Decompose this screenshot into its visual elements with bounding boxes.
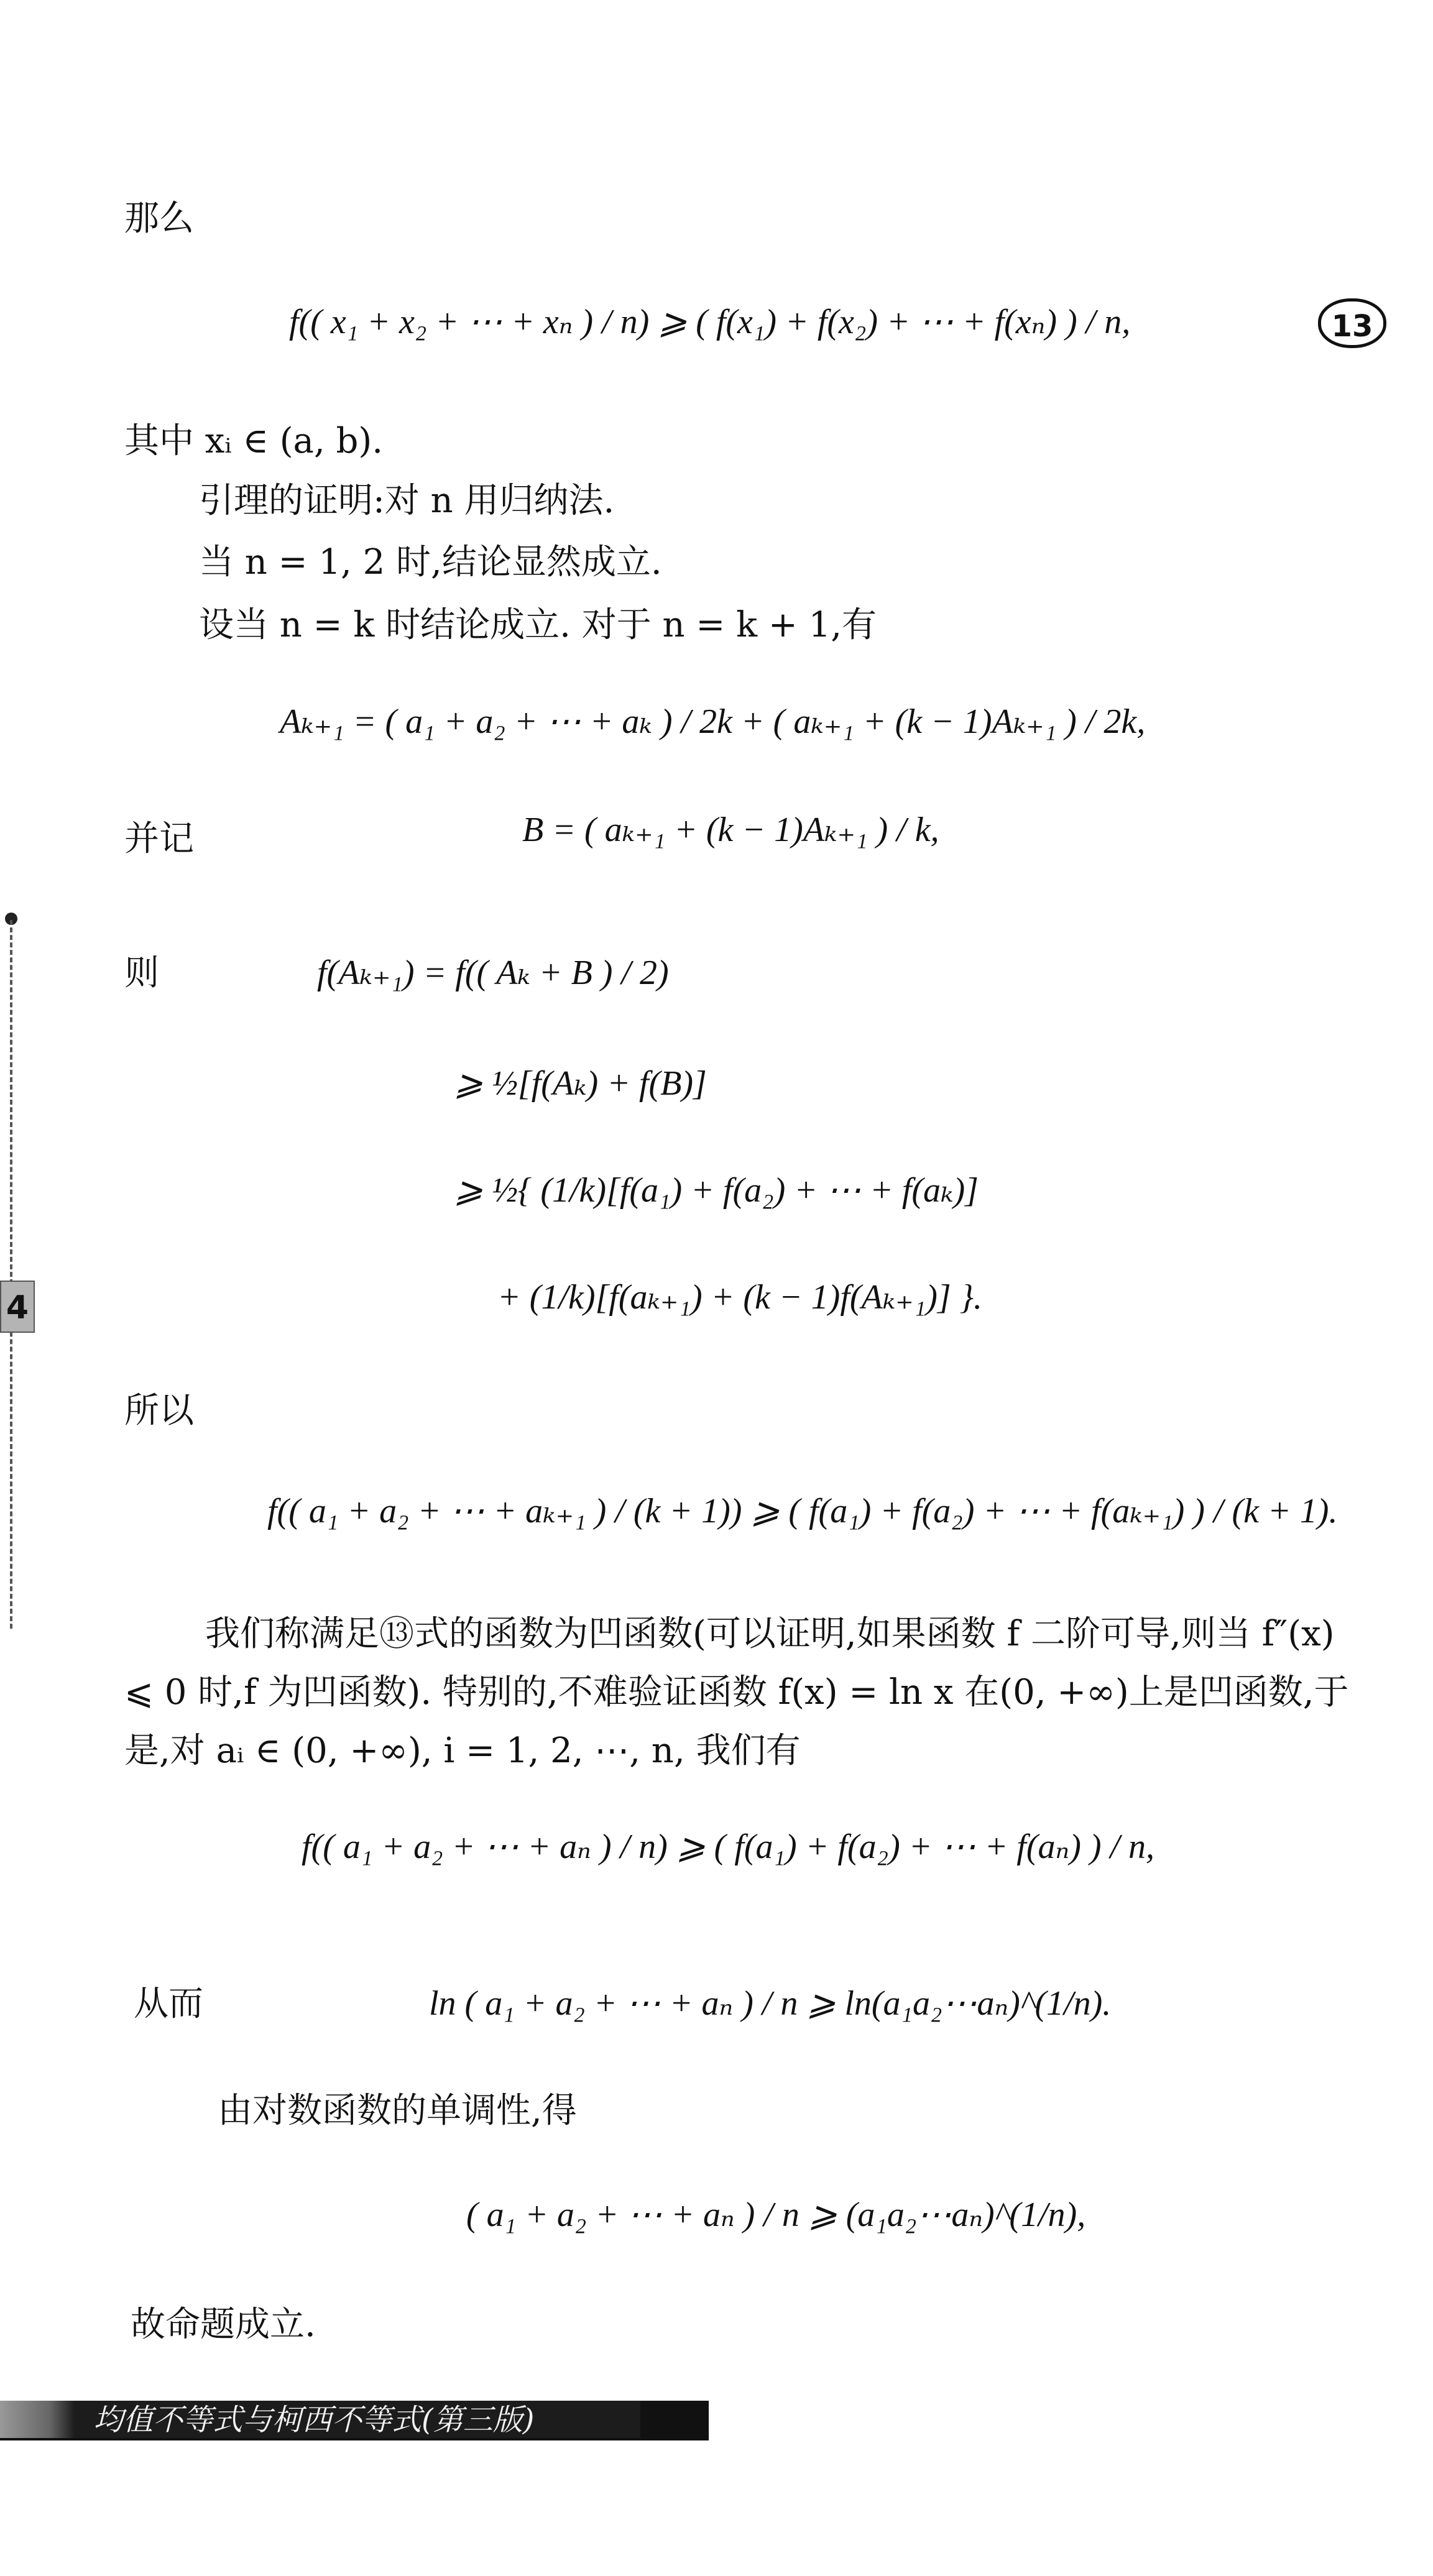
hence-label: 从而 [134,1984,203,2024]
therefore-label: 所以 [124,1391,194,1431]
formula-A: Aₖ₊₁ = ( a₁ + a₂ + ⋯ + aₖ ) / 2k + ( aₖ₊₁ + (k − 1)Aₖ₊₁ ) / 2k, [280,702,1146,741]
formula-13: f(( x₁ + x₂ + ⋯ + xₙ ) / n) ⩾ ( f(x₁) + f(x₂) + ⋯ + f(xₙ) ) / n, [289,303,1131,341]
where-clause: 其中 xᵢ ∈ (a, b). [124,421,384,461]
lemma-proof: 引理的证明:对 n 用归纳法. [199,481,615,521]
then-label: 则 [124,953,159,993]
formula-ln: ln ( a₁ + a₂ + ⋯ + aₙ ) / n ⩾ ln(a₁a₂⋯aₙ)^(1/n). [429,1984,1112,2023]
formula-final: ( a₁ + a₂ + ⋯ + aₙ ) / n ⩾ (a₁a₂⋯aₙ)^(1/n), [466,2196,1086,2234]
chain-line-4: + (1/k)[f(aₖ₊₁) + (k − 1)f(Aₖ₊₁)] }. [497,1278,983,1317]
formula-ln-f: f(( a₁ + a₂ + ⋯ + aₙ ) / n) ⩾ ( f(a₁) + f(a₂) + ⋯ + f(aₙ) ) / n, [302,1828,1155,1866]
paragraph-concave: 我们称满足⑬式的函数为凹函数(可以证明,如果函数 f 二阶可导,则当 f″(x) ⩽ 0 时,f 为凹函数). 特别的,不难验证函数 f(x) = ln x 在(0, +∞)上是凹函数,于是,对 aᵢ ∈ (0, +∞), i = 1, 2, ⋯, n, 我们有 [124,1614,1349,1771]
footer-rule [640,2436,709,2439]
inductive-step: 设当 n = k 时结论成立. 对于 n = k + 1,有 [199,605,877,645]
qed-text: 故命题成立. [131,2304,316,2345]
intro-word: 那么 [124,198,194,239]
equation-tag-13: 13 [1318,298,1386,348]
chain-line-3: ⩾ ½{ (1/k)[f(a₁) + f(a₂) + ⋯ + f(aₖ)] [454,1171,979,1210]
formula-B: B = ( aₖ₊₁ + (k − 1)Aₖ₊₁ ) / k, [522,811,939,849]
margin-rail [10,920,15,1629]
base-case: 当 n = 1, 2 时,结论显然成立. [199,542,662,582]
chain-line-2: ⩾ ½[f(Aₖ) + f(B)] [454,1064,707,1103]
formula-conclusion: f(( a₁ + a₂ + ⋯ + aₖ₊₁ ) / (k + 1)) ⩾ ( f(a₁) + f(a₂) + ⋯ + f(aₖ₊₁) ) / (k + 1). [267,1492,1338,1530]
define-label: 并记 [124,819,194,859]
page-tab: 4 [0,1281,35,1333]
chain-line-1: f(Aₖ₊₁) = f(( Aₖ + B ) / 2) [317,954,669,992]
monotonic-text: 由对数函数的单调性,得 [218,2091,577,2131]
footer-title: 均值不等式与柯西不等式(第三版) [93,2403,535,2437]
